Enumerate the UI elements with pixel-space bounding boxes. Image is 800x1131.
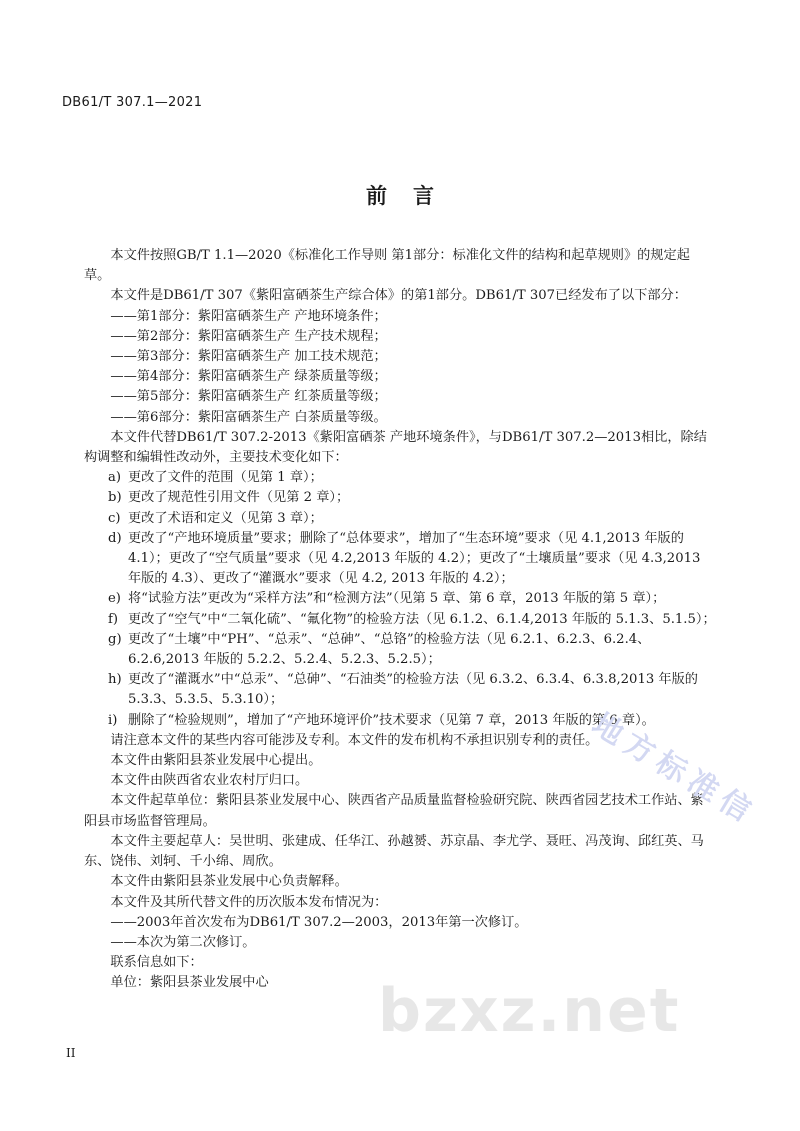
replacement-paragraph: 本文件代替DB61/T 307.2-2013《紫阳富硒茶 产地环境条件》，与DB61/T 307.2—2013相比，除结构调整和编辑性改动外，主要技术变化如下： <box>84 429 707 466</box>
change-item <box>84 509 716 529</box>
part-item: ——第4部分：紫阳富硒茶生产 绿茶质量等级； <box>110 369 387 385</box>
change-text: 将“试验方法”更改为“采样方法”和“检测方法”（见第 5 章、第 6 章，2013 年版的第 5 章）； <box>128 591 666 607</box>
watermark-site: bzxz.net <box>378 976 681 1046</box>
part-item: ——第2部分：紫阳富硒茶生产 生产技术规程； <box>110 328 387 344</box>
change-text: 更改了术语和定义（见第 3 章）； <box>128 510 323 526</box>
part-item: ——第3部分：紫阳富硒茶生产 加工技术规范； <box>110 349 387 365</box>
change-item <box>84 630 716 670</box>
change-marker: g) <box>108 631 122 647</box>
contact-unit-paragraph: 单位：紫阳县茶业发展中心 <box>110 975 269 991</box>
drafters-paragraph: 本文件主要起草人：吴世明、张建成、任华江、孙越赟、苏京晶、李尤学、聂旺、冯茂询、邱红英、马东、饶伟、刘轲、千小绵、周欣。 <box>84 833 704 870</box>
change-text: 更改了“土壤”中“PH”、“总汞”、“总砷”、“总铬”的检验方法（见 6.2.1、6.2.3、6.2.4、6.2.6,2013 年版的 5.2.2、5.2.4、5.2.3、5.2.5）； <box>128 631 651 668</box>
document-code: DB61/T 307.1—2021 <box>62 95 203 110</box>
proposer-paragraph: 本文件由紫阳县茶业发展中心提出。 <box>110 753 322 769</box>
watermark-text: 地方标准信 <box>585 706 763 833</box>
change-text: 更改了规范性引用文件（见第 2 章）； <box>128 490 350 506</box>
change-item <box>84 488 716 508</box>
change-item <box>84 468 716 488</box>
change-marker: i) <box>108 712 118 728</box>
change-marker: f) <box>108 611 119 627</box>
change-item <box>84 711 716 731</box>
part-item: ——第5部分：紫阳富硒茶生产 红茶质量等级； <box>110 389 387 405</box>
part-item: ——第6部分：紫阳富硒茶生产 白茶质量等级。 <box>110 409 387 425</box>
change-marker: b) <box>108 490 122 506</box>
history-item: ——本次为第二次修订。 <box>110 934 256 950</box>
change-marker: e) <box>108 591 121 607</box>
drafting-units-paragraph: 本文件起草单位：紫阳县茶业发展中心、陕西省产品质量监督检验研究院、陕西省园艺技术工作站、紫阳县市场监督管理局。 <box>84 793 704 829</box>
change-text: 更改了文件的范围（见第 1 章）； <box>128 470 323 486</box>
history-intro-paragraph: 本文件及其所代替文件的历次版本发布情况为： <box>110 894 388 910</box>
intro-paragraph: 本文件按照GB/T 1.1—2020《标准化工作导则 第1部分：标准化文件的结构和起草规则》的规定起草。 <box>84 248 690 284</box>
change-text: 删除了“检验规则”，增加了“产地环境评价”技术要求（见第 7 章，2013 年版的第 6 章）。 <box>128 712 655 728</box>
contact-intro-paragraph: 联系信息如下： <box>110 955 203 971</box>
change-item <box>84 589 716 609</box>
interpretation-paragraph: 本文件由紫阳县茶业发展中心负责解释。 <box>110 874 348 890</box>
foreword-body <box>84 246 716 994</box>
change-text: 更改了“产地环境质量”要求；删除了“总体要求”，增加了“生态环境”要求（见 4.1,2013 年版的 4.1）；更改了“空气质量”要求（见 4.2,2013 年版的 4.2）；更改了“土壤质量”要求（见 4.3,2013 年版的 4.3）、更改了“灌溉水”要求（见 4.2, 2013 年版的 4.2）； <box>128 530 701 587</box>
centralized-paragraph: 本文件由陕西省农业农村厅归口。 <box>110 773 309 789</box>
parts-intro-paragraph: 本文件是DB61/T 307《紫阳富硒茶生产综合体》的第1部分。DB61/T 307已经发布了以下部分： <box>110 288 687 304</box>
change-item <box>84 529 716 590</box>
change-marker: d) <box>108 530 122 546</box>
change-text: 更改了“空气”中“二氧化硫”、“氟化物”的检验方法（见 6.1.2、6.1.4,2013 年版的 5.1.3、5.1.5）； <box>128 611 716 627</box>
history-item: ——2003年首次发布为DB61/T 307.2—2003，2013年第一次修订。 <box>110 914 528 930</box>
page-number: II <box>66 1046 76 1060</box>
change-marker: c) <box>108 510 121 526</box>
change-marker: h) <box>108 672 122 688</box>
patent-notice: 请注意本文件的某些内容可能涉及专利。本文件的发布机构不承担识别专利的责任。 <box>110 732 599 748</box>
change-text: 更改了“灌溉水”中“总汞”、“总砷”、“石油类”的检验方法（见 6.3.2、6.3.4、6.3.8,2013 年版的 5.3.3、5.3.5、5.3.10）； <box>128 672 698 708</box>
page-title: 前言 <box>366 184 460 208</box>
part-item: ——第1部分：紫阳富硒茶生产 产地环境条件； <box>110 308 387 324</box>
change-item <box>84 670 716 710</box>
change-marker: a) <box>108 470 122 486</box>
change-item <box>84 610 716 630</box>
